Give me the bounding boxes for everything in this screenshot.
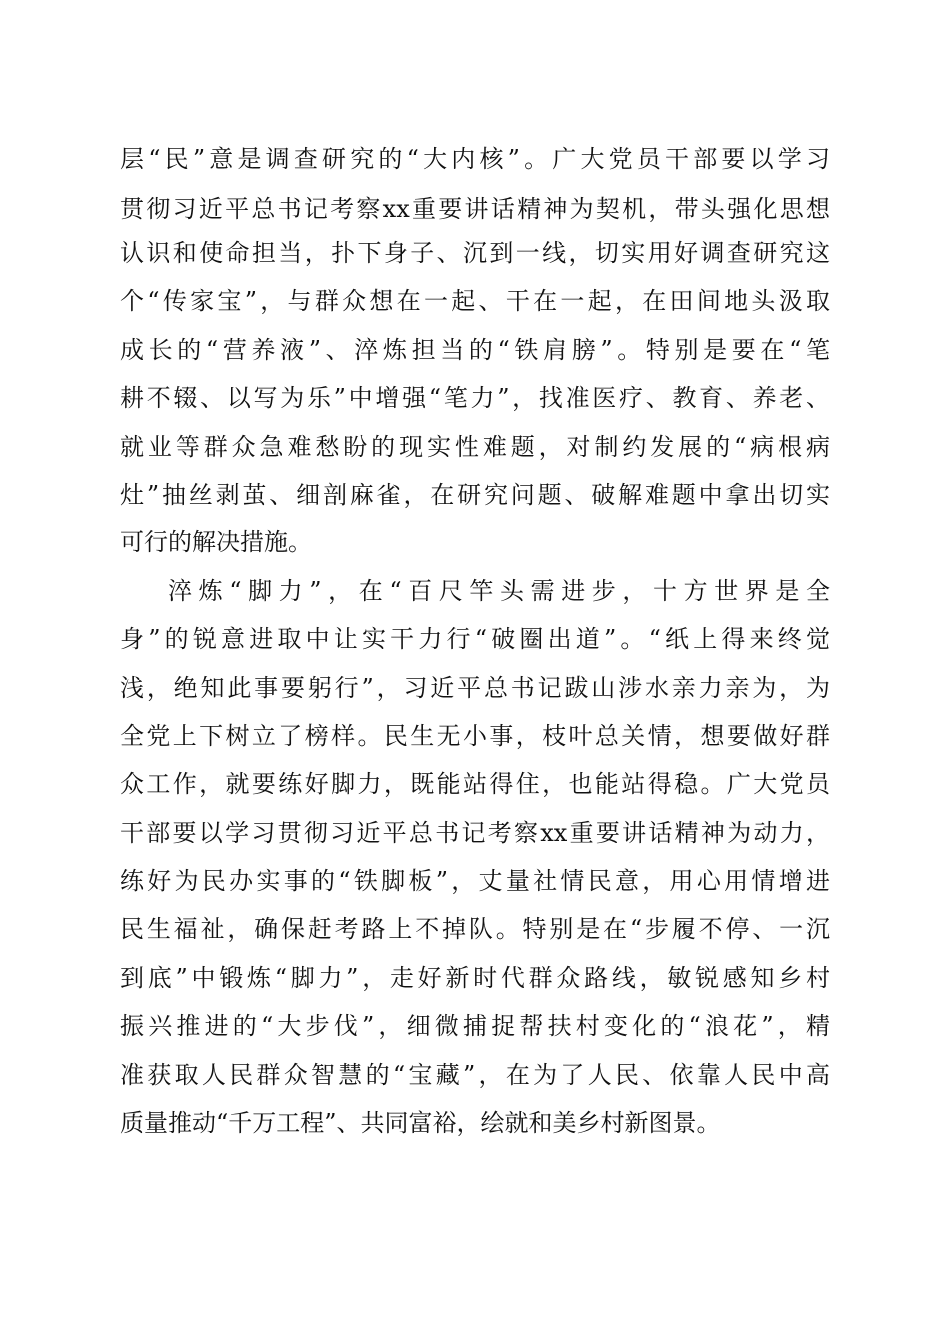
text-line: 身”的锐意进取中让实干力行“破圈出道”。“纸上得来终觉 <box>120 625 830 653</box>
text-line: 众工作，就要练好脚力，既能站得住，也能站得稳。广大党员 <box>120 770 830 798</box>
text-line: 贯彻习近平总书记考察xx重要讲话精神为契机，带头强化思想 <box>120 195 830 223</box>
text-line: 准获取人民群众智慧的“宝藏”，在为了人民、依靠人民中高 <box>120 1061 830 1089</box>
text-line: 干部要以学习贯彻习近平总书记考察xx重要讲话精神为动力， <box>120 819 830 847</box>
text-line: 练好为民办实事的“铁脚板”，丈量社情民意，用心用情增进 <box>120 867 830 895</box>
text-line: 认识和使命担当，扑下身子、沉到一线，切实用好调查研究这 <box>120 239 830 267</box>
text-line: 就业等群众急难愁盼的现实性难题，对制约发展的“病根病 <box>120 433 830 461</box>
text-line: 成长的“营养液”、淬炼担当的“铁肩膀”。特别是要在“笔 <box>120 336 830 364</box>
text-line: 全党上下树立了榜样。民生无小事，枝叶总关情，想要做好群 <box>120 722 830 750</box>
text-line: 质量推动“千万工程”、共同富裕，绘就和美乡村新图景。 <box>120 1109 721 1137</box>
text-line: 耕不辍、以写为乐”中增强“笔力”，找准医疗、教育、养老、 <box>120 384 830 412</box>
text-line: 可行的解决措施。 <box>120 528 312 556</box>
text-line: 振兴推进的“大步伐”，细微捕捉帮扶村变化的“浪花”，精 <box>120 1012 830 1040</box>
text-line: 层“民”意是调查研究的“大内核”。广大党员干部要以学习 <box>120 145 830 173</box>
text-line: 民生福祉，确保赶考路上不掉队。特别是在“步履不停、一沉 <box>120 915 830 943</box>
text-line: 到底”中锻炼“脚力”，走好新时代群众路线，敏锐感知乡村 <box>120 964 830 992</box>
text-line: 灶”抽丝剥茧、细剖麻雀，在研究问题、破解难题中拿出切实 <box>120 481 830 509</box>
text-line: 个“传家宝”，与群众想在一起、干在一起，在田间地头汲取 <box>120 287 830 315</box>
text-line: 淬炼“脚力”，在“百尺竿头需进步，十方世界是全 <box>168 577 830 605</box>
text-line: 浅，绝知此事要躬行”，习近平总书记跋山涉水亲力亲为，为 <box>120 674 830 702</box>
